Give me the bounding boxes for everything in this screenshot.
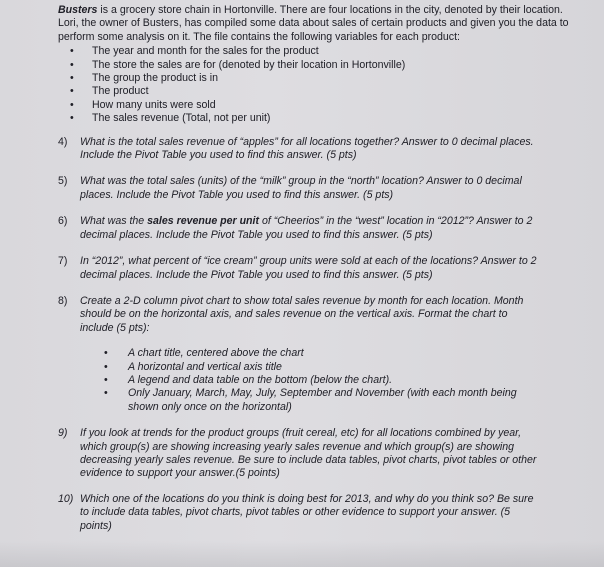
variable-item	[70, 112, 594, 125]
question-number: 9)	[58, 427, 68, 440]
variable-text: The group the product is in	[92, 72, 219, 85]
question-text: If you look at trends for the product groups (fruit cereal, etc) for all locations combined by year, which group(s) are showing increasing yearly sales revenue and which group(s) are showing decreasing yearly sales revenue. Be sure to include data tables, pivot charts, pivot tables or other evidence to support your answer.(5 points)	[80, 427, 537, 480]
bullet-icon: •	[70, 98, 74, 111]
variable-item	[70, 59, 594, 72]
variable-item	[70, 85, 594, 98]
bullet-icon: •	[70, 72, 74, 85]
question-text: What is the total sales revenue of “apples” for all locations together? Answer to 0 decimal places. Include the Pivot Table you used to find this answer. (5 pts)	[80, 135, 534, 162]
intro-paragraph	[58, 4, 594, 44]
requirement-text: Only January, March, May, July, September and November (with each month being shown only once on the horizontal)	[128, 387, 517, 413]
question-text: What was the total sales (units) of the “milk” group in the “north” location? Answer to 0 decimal places. Include the Pivot Table you used to find this answer. (5 pts)	[80, 175, 522, 201]
question-text-part: What was the	[80, 215, 148, 228]
question-text: In “2012”, what percent of “ice cream” group units were sold at each of the locations? Answer to 2 decimal places. Include the Pivot Table you used to find this answer. (5 pts)	[80, 255, 537, 281]
requirement-text: A legend and data table on the bottom (below the chart).	[128, 373, 393, 386]
question-emphasis: sales revenue per unit	[147, 215, 259, 228]
variables-list	[58, 45, 594, 125]
question-4	[58, 136, 594, 163]
question-number: 5)	[58, 175, 68, 188]
bullet-icon: •	[104, 373, 108, 386]
requirement-item	[104, 347, 538, 360]
variable-item	[70, 99, 594, 112]
question-body	[80, 295, 594, 414]
question-8	[58, 295, 594, 414]
intro-brand-name: Busters	[58, 4, 98, 16]
variable-text: The product	[92, 85, 149, 98]
variable-text: How many units were sold	[92, 98, 216, 111]
question-text: Create a 2-D column pivot chart to show total sales revenue by month for each location. Month should be on the horizontal axis, and sales revenue on the vertical axis. Format the chart to include (5 pts):	[80, 294, 524, 334]
variable-text: The year and month for the sales for the product	[92, 45, 319, 58]
variable-item	[70, 45, 594, 58]
variable-text: The sales revenue (Total, not per unit)	[92, 112, 271, 125]
questions-list	[58, 136, 594, 533]
requirement-text: A chart title, centered above the chart	[128, 347, 304, 360]
question-number: 4)	[58, 135, 68, 148]
chart-requirements-list	[80, 347, 538, 414]
requirement-text: A horizontal and vertical axis title	[128, 360, 282, 373]
bullet-icon: •	[70, 58, 74, 71]
bullet-icon: •	[70, 112, 74, 125]
variable-item	[70, 72, 594, 85]
bullet-icon: •	[104, 360, 108, 373]
bullet-icon: •	[70, 45, 74, 58]
question-10	[58, 493, 594, 533]
question-6	[58, 215, 594, 242]
bullet-icon: •	[104, 347, 108, 360]
question-number: 10)	[58, 492, 74, 505]
question-text: Which one of the locations do you think is doing best for 2013, and why do you think so? Be sure to include data tables, pivot charts, pivot tables or other evidence to support your answer. (5 points)	[80, 492, 534, 532]
question-number: 7)	[58, 255, 68, 268]
question-text-part: of “Cheerios” in the “west” location in “2012”? Answer to 2 decimal places. Include the Pivot Table you used to find this answer. (5 pts)	[80, 215, 533, 241]
variable-text: The store the sales are for (denoted by their location in Hortonville)	[92, 58, 406, 71]
bullet-icon: •	[70, 85, 74, 98]
bullet-icon: •	[104, 387, 108, 400]
question-9	[58, 427, 594, 481]
requirement-item	[104, 374, 538, 387]
requirement-item	[104, 361, 538, 374]
question-number: 8)	[58, 294, 68, 307]
question-number: 6)	[58, 215, 68, 228]
question-text	[80, 215, 594, 242]
intro-text: is a grocery store chain in Hortonville. There are four locations in the city, denoted by their location. Lori, the owner of Busters, has compiled some data about sales of certain products and given you the data to perform some analysis on it. The file contains the following variables for each product:	[58, 4, 569, 43]
page-shadow	[0, 541, 604, 567]
question-5	[58, 175, 594, 202]
question-7	[58, 255, 594, 282]
requirement-item	[104, 387, 538, 414]
